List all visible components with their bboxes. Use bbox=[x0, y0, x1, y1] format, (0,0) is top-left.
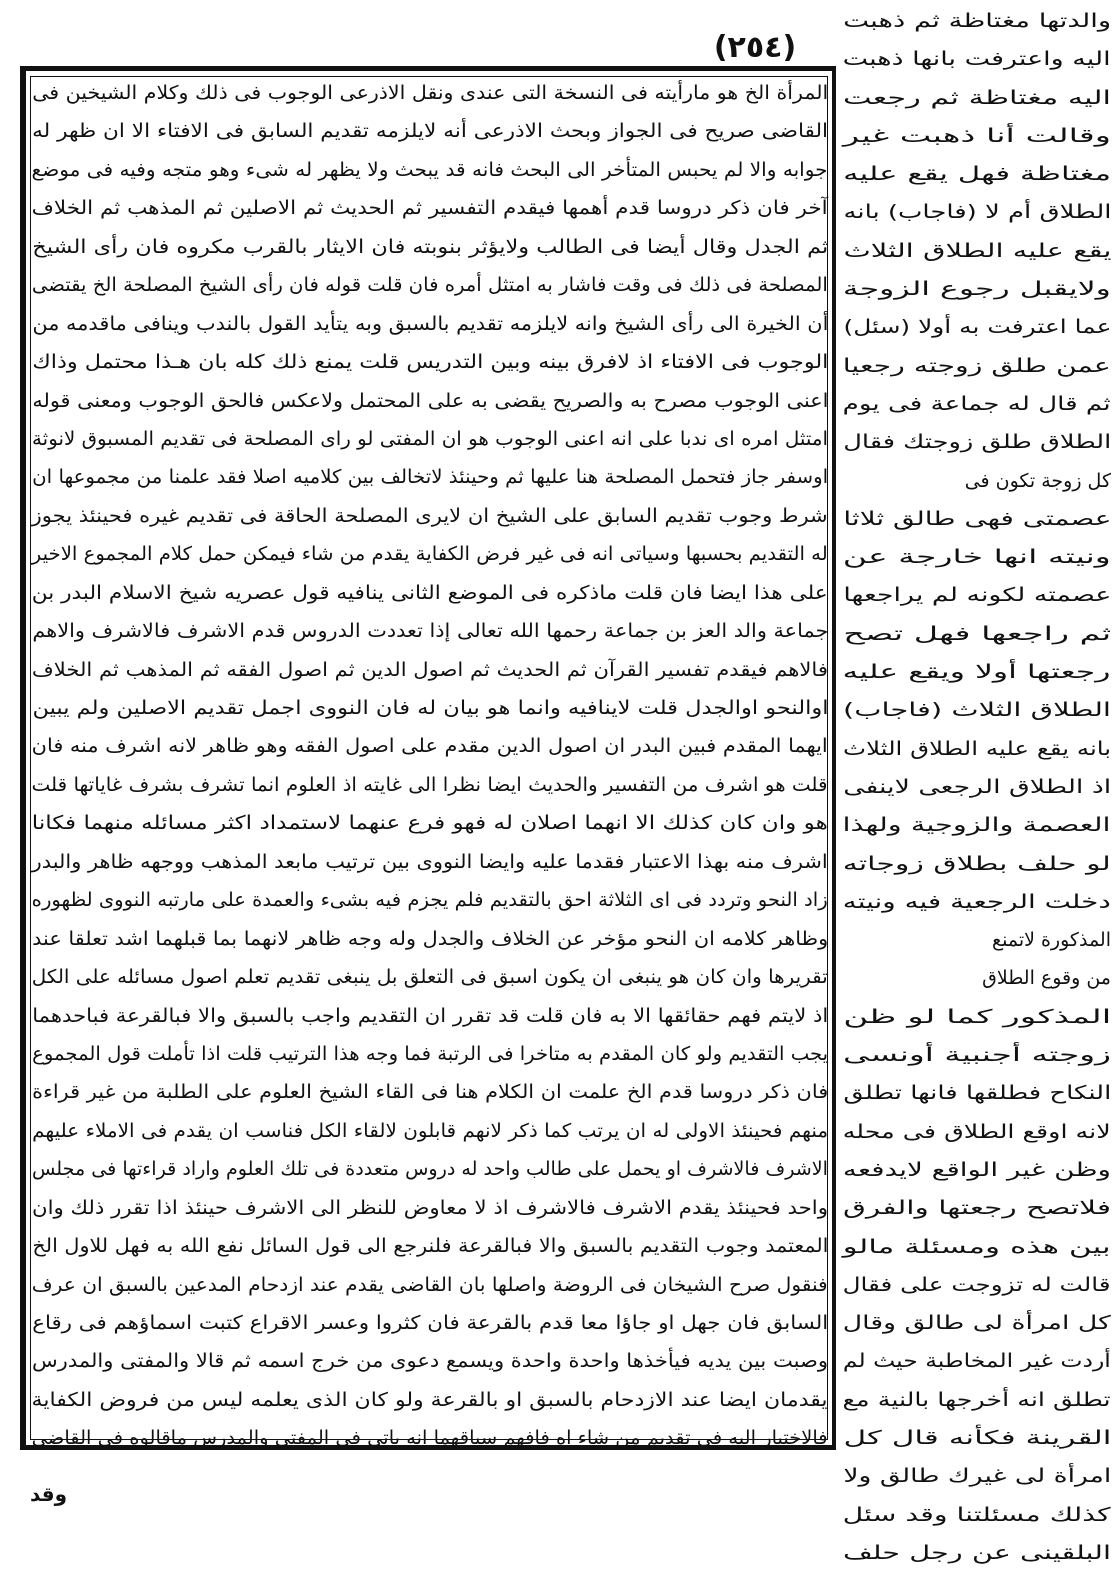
main-text-line-text: قلت هو اشرف من التفسير والحديث ايضا نظرا الى غايته اذ العلوم انما تشرف بشرف غاياتها قلت bbox=[32, 773, 828, 796]
margin-text-line-text: ولايقبل رجوع الزوجة bbox=[843, 278, 1111, 301]
margin-text-line bbox=[843, 538, 1111, 576]
margin-text-line-text: الطلاق طلق زوجتك فقال bbox=[843, 431, 1111, 454]
margin-text-line-text: ونيته انها خارجة عن bbox=[843, 546, 1111, 569]
main-text-line-text: اذ لايتم فهم حقائقها الا به فان قلت قد تقرر ان التقديم واجب بالسبق والا فبالقرعة فباحدهما bbox=[32, 1004, 828, 1027]
main-text-line-text: منهم فحينئذ الاولى له ان يرتب كما ذكر لانهم قابلون لالقاء الكل فناسب ان يقدم فى الاملاء عليهم bbox=[32, 1119, 828, 1142]
catchword: وقد bbox=[30, 1482, 68, 1506]
margin-text-line bbox=[843, 1036, 1111, 1074]
margin-text-line bbox=[843, 1419, 1111, 1457]
main-text-line-text: المصلحة فى ذلك فى وقت فاشار به امتثل أمره فان قلت قوله فان رأى الشيخ المصلحة الخ يقتضى bbox=[31, 274, 828, 297]
main-text-line bbox=[32, 189, 828, 227]
main-text-line bbox=[32, 497, 828, 535]
main-text-line bbox=[32, 1304, 828, 1342]
main-text-line-text: آخر فان ذكر دروسا قدم أهمها فيقدم التفسير ثم الحديث ثم الاصلين ثم المذهب ثم الخلاف bbox=[31, 197, 828, 220]
main-text-line bbox=[32, 574, 828, 612]
margin-text-line bbox=[843, 883, 1111, 921]
margin-text-line-text: كل زوجة تكون فى bbox=[964, 469, 1111, 492]
margin-text-line bbox=[843, 1304, 1111, 1342]
margin-text-line bbox=[843, 117, 1111, 155]
margin-text-line bbox=[843, 500, 1111, 538]
margin-text-line bbox=[843, 730, 1111, 768]
main-text-line bbox=[32, 266, 828, 304]
margin-text-line-text: والدتها مغتاظة ثم ذهبت bbox=[843, 10, 1111, 32]
main-text-line-text: زاد النحو وتردد فى اى الثلاثة احق بالتقديم فلم يجزم فيه بشىء والعمدة على مارتبه النووى لظهوره bbox=[31, 889, 828, 912]
main-text-line-text: أن الخيرة الى رأى الشيخ وانه لايلزمه تقديم بالسبق وبه يتأيد القول بالندب وينافى ماقدمه من bbox=[32, 312, 828, 335]
margin-text-line bbox=[843, 1074, 1111, 1112]
main-text-line bbox=[32, 382, 828, 420]
main-text-line bbox=[32, 766, 828, 804]
margin-text-line bbox=[843, 270, 1111, 308]
main-text-line bbox=[32, 420, 828, 458]
main-text-line bbox=[32, 689, 828, 727]
main-text-line bbox=[32, 727, 828, 765]
margin-text-line-text: لانه اوقع الطلاق فى محله bbox=[843, 1120, 1111, 1143]
main-text-line-text: جوابه والا لم يحبس المتأخر الى البحث فانه قد يبحث ولا يظهر له شىء وهو متجه وفيه فى موضع bbox=[32, 158, 828, 181]
main-text-line bbox=[32, 1342, 828, 1380]
margin-text-line bbox=[843, 155, 1111, 193]
main-text-line-text: فالاهم فيقدم تفسير القرآن ثم الحديث ثم اصول الدين ثم اصول الفقه ثم المذهب ثم الخلاف bbox=[32, 658, 828, 681]
main-text-line-text: فالاختيار اليه فى تقديم من شاء اه فافهم سياقهما انه ياتى فى المفتى والمدرس ماقالوه فى القاضى bbox=[32, 1427, 828, 1450]
main-text-line bbox=[32, 1112, 828, 1150]
main-text-line-text: شرط وجوب تقديم السابق على الشيخ ان لايرى المصلحة الحاقة فى تقديم غيره فحينئذ يجوز bbox=[32, 504, 828, 527]
margin-text-line-text: زوجته أجنبية أونسى bbox=[843, 1044, 1111, 1067]
margin-text-line bbox=[843, 615, 1111, 653]
main-text-line bbox=[32, 458, 828, 496]
margin-text-line bbox=[843, 1381, 1111, 1419]
margin-text-line bbox=[843, 462, 1111, 500]
margin-text-line bbox=[843, 768, 1111, 806]
margin-text-line-text: ثم راجعها فهل تصح bbox=[843, 622, 1111, 645]
margin-text-line-text: عمن طلق زوجته رجعيا bbox=[843, 354, 1111, 377]
main-text-line bbox=[32, 997, 828, 1035]
main-text-line bbox=[32, 804, 828, 842]
main-text-line bbox=[32, 651, 828, 689]
margin-text-line-text: عصمته لكونه لم يراجعها bbox=[843, 584, 1111, 607]
margin-text-line bbox=[843, 79, 1111, 117]
margin-text-line bbox=[843, 998, 1111, 1036]
margin-text-line bbox=[843, 576, 1111, 614]
margin-text-line bbox=[843, 845, 1111, 883]
margin-text-line-text: دخلت الرجعية فيه ونيته bbox=[843, 890, 1111, 913]
main-text-line-text: اشرف منه بهذا الاعتبار فقدما عليه وايضا النووى بين ترتيب مابعد المذهب ووجهه ظاهر والبدر bbox=[32, 850, 828, 873]
margin-text-line bbox=[843, 959, 1111, 997]
main-text-line-text: الاشرف فالاشرف او يحمل على طالب واحد له دروس متعددة فى تلك العلوم واراد قراءتها فى مجلس bbox=[32, 1158, 828, 1181]
main-text-line-text: على هذا ايضا فان قلت ماذكره فى الموضع الثانى ينافيه قول عصريه شيخ الاسلام البدر بن bbox=[31, 581, 828, 604]
main-text-line bbox=[32, 1381, 828, 1419]
margin-text-line-text: لو حلف بطلاق زوجاته bbox=[843, 852, 1111, 875]
margin-text-line-text: البلقينى عن رجل حلف bbox=[843, 1541, 1111, 1564]
main-text-line bbox=[32, 305, 828, 343]
main-text-line bbox=[32, 958, 828, 996]
margin-text-line bbox=[843, 921, 1111, 959]
margin-text-line-text: اذ الطلاق الرجعى لاينفى bbox=[843, 775, 1111, 798]
main-text-line-text: فنقول صرح الشيخان فى الروضة واصلها بان القاضى يقدم عند ازدحام المدعين بالسبق ان عرف bbox=[32, 1273, 828, 1296]
main-text-line-text: وصبت بين يديه فيأخذها واحدة واحدة ويسمع دعوى من خرج اسمه ثم قالا والمفتى والمدرس bbox=[31, 1350, 828, 1373]
margin-text-line-text: المذكورة لاتمنع bbox=[991, 929, 1111, 952]
margin-text-line-text: يقع عليه الطلاق الثلاث bbox=[843, 239, 1111, 262]
margin-text-line bbox=[843, 232, 1111, 270]
main-text-line-text: ايهما المقدم فبين البدر ان اصول الدين مقدم على اصول الفقه وهو ظاهر لانه اشرف منه فان bbox=[31, 735, 828, 758]
margin-text-line bbox=[843, 653, 1111, 691]
main-text-line bbox=[32, 1227, 828, 1265]
margin-text-line bbox=[843, 347, 1111, 385]
main-text-line-text: هو وان كان كذلك الا انهما اصلان له فهو فرع عنهما لاستمداد اكثر مسائله منهما فكانا bbox=[32, 812, 828, 835]
margin-text-line-text: تطلق انه أخرجها بالنية مع bbox=[843, 1388, 1111, 1411]
main-text-line bbox=[32, 228, 828, 266]
main-text-line-text: اعنى الوجوب مصرح به والصريح يقضى به على المحتمل ولاعكس فالحق الوجوب ومعنى قوله bbox=[32, 389, 828, 412]
margin-text-line bbox=[843, 1189, 1111, 1227]
margin-text-line-text: الطلاق أم لا (فاجاب) بانه bbox=[843, 201, 1111, 224]
margin-text-line bbox=[843, 806, 1111, 844]
main-text-line bbox=[32, 343, 828, 381]
margin-text-line bbox=[843, 1342, 1111, 1380]
main-text-line bbox=[32, 1189, 828, 1227]
margin-text-line bbox=[843, 1534, 1111, 1572]
main-text-line-text: الوجوب فى الافتاء اذ لافرق بينه وبين التدريس قلت يمنع ذلك كله بان هـذا محتمل وذاك bbox=[32, 351, 828, 374]
margin-text-line-text: كذلك مسئلتنا وقد سئل bbox=[843, 1503, 1111, 1526]
main-text-line bbox=[32, 920, 828, 958]
margin-text-line bbox=[843, 2, 1111, 40]
main-text-line-text: واحد فحينئذ يقدم الاشرف فالاشرف اذ لا معاوض للنظر الى الاشرف حينئذ اذا تقرر ذلك وان bbox=[32, 1196, 828, 1219]
margin-text-line bbox=[843, 1496, 1111, 1534]
margin-text-line bbox=[843, 308, 1111, 346]
margin-text-line bbox=[843, 1457, 1111, 1495]
margin-text-line-text: اليه واعترفت بانها ذهبت bbox=[843, 48, 1111, 71]
margin-text-line bbox=[843, 193, 1111, 231]
main-text-line bbox=[32, 1073, 828, 1111]
main-text-line-text: يجب التقديم ولو كان المقدم به متاخرا فى الرتبة فما وجه هذا الترتيب قلت اذا تأملت قول المجموع bbox=[32, 1042, 828, 1065]
margin-text-line-text: قالت له تزوجت على فقال bbox=[843, 1273, 1111, 1296]
main-text-line bbox=[32, 74, 828, 112]
margin-text-line bbox=[843, 40, 1111, 78]
main-text-line bbox=[32, 535, 828, 573]
main-text-line bbox=[32, 151, 828, 189]
margin-text-line-text: القرينة فكأنه قال كل bbox=[843, 1426, 1111, 1449]
main-text-line-text: اوالنحو اوالجدل قلت لاينافيه وانما هو بيان له فان النووى اجمل تقديم الاصلين ولم يبين bbox=[32, 697, 828, 719]
margin-text-line-text: ثم قال له جماعة فى يوم bbox=[843, 392, 1111, 415]
main-text-line bbox=[32, 1035, 828, 1073]
margin-text-line-text: بين هذه ومسئلة مالو bbox=[843, 1235, 1111, 1258]
main-text-line-text: وظاهر كلامه ان النحو مؤخر عن الخلاف والجدل وله وجه ظاهر لانهما بما قبلهما اشد تعلقا عند bbox=[32, 927, 828, 950]
margin-text-line-text: من وقوع الطلاق bbox=[982, 967, 1111, 990]
margin-text-line-text: رجعتها أولا ويقع عليه bbox=[843, 661, 1111, 684]
main-text-block bbox=[32, 74, 828, 1458]
margin-text-line-text: المذكور كما لو ظن bbox=[843, 1005, 1111, 1028]
margin-text-line-text: عصمتى فهى طالق ثلاثا bbox=[843, 507, 1111, 530]
margin-text-line-text: أردت غير المخاطبة حيث لم bbox=[843, 1350, 1111, 1373]
margin-text-line-text: فلاتصح رجعتها والفرق bbox=[843, 1197, 1111, 1220]
main-text-line bbox=[32, 1266, 828, 1304]
main-text-line bbox=[32, 881, 828, 919]
margin-text-line-text: اليه مغتاظة ثم رجعت bbox=[843, 86, 1111, 109]
main-text-line bbox=[32, 1150, 828, 1188]
main-text-line-text: يقدمان ايضا عند الازدحام بالسبق او بالقرعة ولو كان الذى يعلمه ليس من فروض الكفاية bbox=[31, 1388, 828, 1411]
margin-text-line bbox=[843, 1113, 1111, 1151]
main-text-line-text: القاضى صريح فى الجواز وبحث الاذرعى أنه لايلزمه تقديم السابق فى الافتاء الا ان ظهر له bbox=[32, 120, 828, 143]
margin-text-line bbox=[843, 1151, 1111, 1189]
margin-text-line bbox=[843, 385, 1111, 423]
main-text-line bbox=[32, 843, 828, 881]
main-text-line-text: فان ذكر دروسا قدم الخ علمت ان الكلام هنا فى القاء الشيخ العلوم على الطلبة من غير قراءة bbox=[32, 1081, 828, 1104]
margin-text-line-text: العصمة والزوجية ولهذا bbox=[843, 814, 1111, 837]
main-text-line bbox=[32, 1419, 828, 1457]
main-text-line-text: ثم الجدل وقال أيضا فى الطالب ولايؤثر بنوبته فان الايثار بالقرب مكروه فان رأى الشيخ bbox=[32, 235, 828, 258]
margin-text-line-text: وقالت أنا ذهبت غير bbox=[843, 124, 1111, 147]
main-text-line-text: المرأة الخ هو مارأيته فى النسخة التى عندى ونقل الاذرعى الوجوب فى ذلك وكلام الشيخين فى bbox=[32, 82, 828, 104]
main-text-line-text: جماعة والد العز بن جماعة رحمها الله تعالى إذا تعددت الدروس قدم الاشرف فالاشرف والاهم bbox=[32, 620, 828, 643]
main-text-line-text: له التقديم بحسبها وسياتى انه فى غير فرض الكفاية يقدم من شاء فيمكن حمل كلام المجموع الاخير bbox=[32, 543, 828, 566]
margin-text-line bbox=[843, 1228, 1111, 1266]
margin-text-line bbox=[843, 691, 1111, 729]
margin-text-line bbox=[843, 423, 1111, 461]
main-text-line-text: تقريرها وان كان هو ينبغى ان يكون اسبق فى التعلق بل ينبغى تقديم تعلم اصول مسائله على الكل bbox=[32, 966, 828, 989]
margin-text-line-text: امرأة لى غيرك طالق ولا bbox=[843, 1465, 1111, 1488]
margin-text-line-text: مغتاظة فهل يقع عليه bbox=[843, 163, 1111, 186]
margin-commentary-block bbox=[843, 2, 1111, 1572]
margin-text-line-text: وظن غير الواقع لايدفعه bbox=[843, 1158, 1111, 1181]
main-text-line-text: امتثل امره اى ندبا على انه اعنى الوجوب هو ان المفتى لو راى المصلحة فى تقديم المسبوق لانوثة bbox=[32, 427, 828, 450]
margin-text-line-text: الطلاق الثلاث (فاجاب) bbox=[843, 699, 1111, 722]
main-text-line-text: السابق فان جهل او جاؤا معا قدم بالقرعة فان كثروا وعسر الاقراع كتبت اسماؤهم فى رقاع bbox=[32, 1312, 828, 1334]
main-text-line-text: اوسفر جاز فتحمل المصلحة هنا عليها ثم وحينئذ لاتخالف بين كلاميه اصلا فقد علمنا من مجموعها ان bbox=[32, 466, 828, 489]
main-text-line bbox=[32, 112, 828, 150]
margin-text-line-text: بانه يقع عليه الطلاق الثلاث bbox=[843, 737, 1111, 760]
margin-text-line-text: النكاح فطلقها فانها تطلق bbox=[843, 1082, 1111, 1105]
main-text-line-text: المعتمد وجوب التقديم بالسبق والا فبالقرعة فلنرجع الى قول السائل نفع الله به فهل للاول الخ bbox=[32, 1235, 828, 1258]
margin-text-line bbox=[843, 1266, 1111, 1304]
main-text-line bbox=[32, 612, 828, 650]
page-number: (٢٥٤) bbox=[713, 30, 797, 65]
margin-text-line-text: عما اعترفت به أولا (سئل) bbox=[843, 316, 1111, 339]
margin-text-line-text: كل امرأة لى طالق وقال bbox=[843, 1312, 1111, 1335]
